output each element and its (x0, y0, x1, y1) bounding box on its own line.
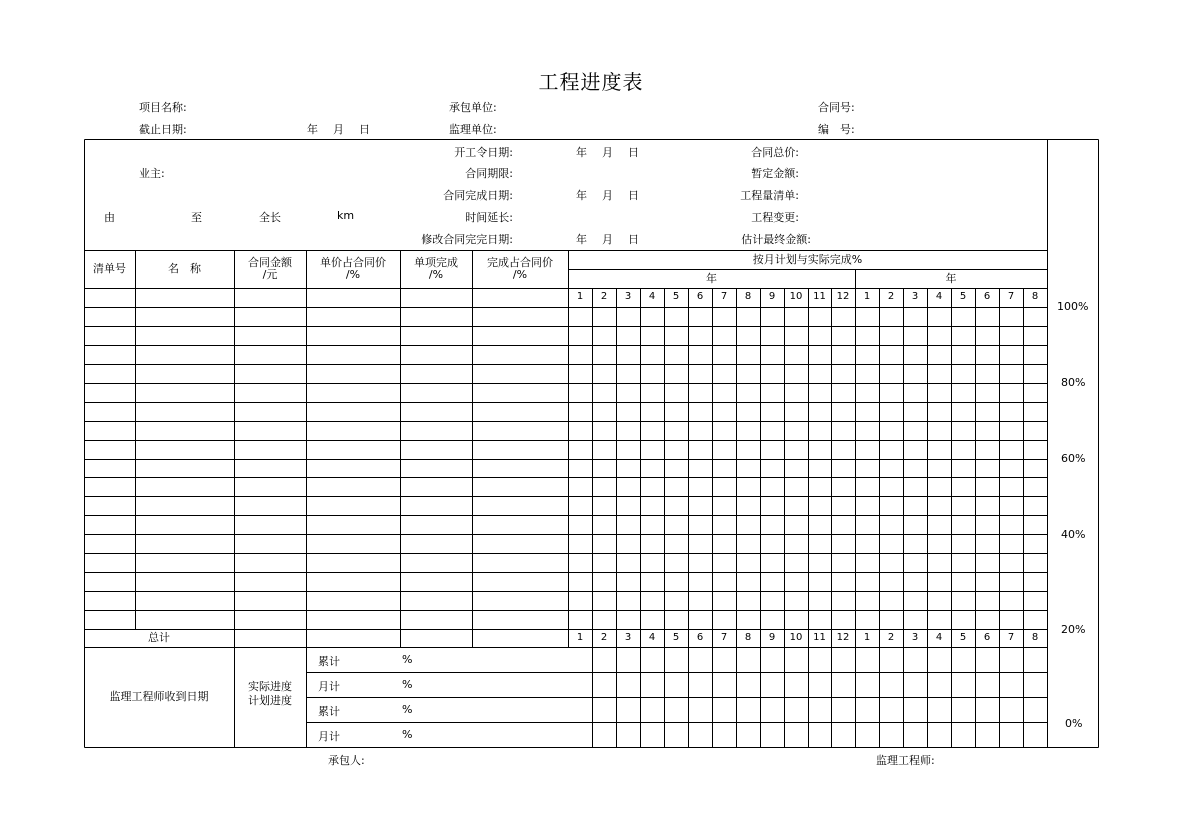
serial-no-label: 编 号: (818, 123, 855, 136)
year-label-2: 年 (945, 271, 957, 285)
contract-total-label: 合同总价: (751, 146, 799, 159)
col-header-item-no: 清单号 (93, 262, 126, 275)
month-number: 8 (1031, 632, 1039, 643)
km-unit: km (337, 209, 355, 222)
revised-year: 年 (576, 233, 587, 246)
month-number: 6 (983, 632, 991, 643)
sub-row-label: 月计 (318, 730, 340, 743)
col-header-completion-ratio: 完成占合同价 /% (487, 256, 553, 281)
month-number: 10 (789, 632, 803, 643)
month-number: 5 (959, 291, 967, 302)
month-number: 7 (720, 291, 728, 302)
contractor-unit-label: 承包单位: (449, 101, 497, 114)
variation-label: 工程变更: (751, 211, 799, 224)
plan-progress-label: 计划进度 (248, 694, 292, 707)
col-header-unit-price-ratio: 单价占合同价 /% (320, 256, 386, 281)
month-number: 12 (836, 291, 850, 302)
sub-row-unit: % (402, 728, 413, 741)
month-number: 6 (696, 632, 704, 643)
month-number: 3 (624, 291, 632, 302)
month-number: 12 (836, 632, 850, 643)
estimated-final-label: 估计最终金额: (741, 233, 811, 246)
month-number: 4 (648, 291, 656, 302)
month-number: 4 (935, 632, 943, 643)
completion-month: 月 (602, 189, 613, 202)
month-number: 9 (768, 632, 776, 643)
month-number: 11 (813, 291, 826, 302)
revised-completion-label: 修改合同完完日期: (421, 233, 513, 246)
completion-year: 年 (576, 189, 587, 202)
sub-row-unit: % (402, 703, 413, 716)
start-day: 日 (628, 146, 639, 159)
month-number: 1 (863, 291, 871, 302)
month-number: 5 (672, 291, 680, 302)
scale-80: 80% (1061, 376, 1086, 389)
month-number: 2 (600, 291, 608, 302)
cutoff-year: 年 (307, 123, 318, 136)
month-number: 5 (959, 632, 967, 643)
month-number: 7 (720, 632, 728, 643)
start-order-date-label: 开工令日期: (454, 146, 513, 159)
received-date-label: 监理工程师收到日期 (109, 690, 209, 703)
cutoff-month: 月 (333, 123, 344, 136)
page-title: 工程进度表 (538, 70, 644, 94)
sub-row-unit: % (402, 653, 413, 666)
month-number: 1 (576, 632, 584, 643)
cutoff-day: 日 (359, 123, 370, 136)
start-year: 年 (576, 146, 587, 159)
cutoff-date-label: 截止日期: (139, 123, 187, 136)
scale-60: 60% (1061, 452, 1086, 465)
revised-day: 日 (628, 233, 639, 246)
sub-row-unit: % (402, 678, 413, 691)
project-name-label: 项目名称: (139, 101, 187, 114)
time-extension-label: 时间延长: (465, 211, 513, 224)
scale-100: 100% (1057, 300, 1089, 313)
owner-label: 业主: (139, 167, 165, 180)
contract-period-label: 合同期限: (465, 167, 513, 180)
month-number: 9 (768, 291, 776, 302)
from-label: 由 (104, 211, 115, 224)
sub-row-label: 月计 (318, 680, 340, 693)
col-header-item-completion: 单项完成 /% (414, 256, 458, 281)
supervision-unit-label: 监理单位: (449, 123, 497, 136)
scale-0: 0% (1065, 717, 1083, 730)
month-number: 8 (744, 632, 752, 643)
sub-row-label: 累计 (318, 705, 340, 718)
month-number: 7 (1007, 291, 1015, 302)
revised-month: 月 (602, 233, 613, 246)
month-number: 2 (887, 291, 895, 302)
col-header-contract-amount: 合同金额 /元 (248, 256, 292, 281)
month-number: 7 (1007, 632, 1015, 643)
month-number: 6 (983, 291, 991, 302)
contract-no-label: 合同号: (818, 101, 855, 114)
actual-progress-label: 实际进度 (248, 680, 292, 693)
engineer-signature-label: 监理工程师: (876, 754, 935, 767)
month-number: 6 (696, 291, 704, 302)
provisional-sum-label: 暂定金额: (751, 167, 799, 180)
total-length-label: 全长 (259, 211, 281, 224)
month-number: 2 (600, 632, 608, 643)
month-number: 2 (887, 632, 895, 643)
scale-20: 20% (1061, 623, 1086, 636)
month-number: 4 (648, 632, 656, 643)
contract-completion-label: 合同完成日期: (443, 189, 513, 202)
month-number: 3 (911, 632, 919, 643)
month-number: 10 (789, 291, 803, 302)
monthly-header: 按月计划与实际完成% (752, 252, 863, 266)
month-number: 11 (813, 632, 826, 643)
month-number: 3 (624, 632, 632, 643)
month-number: 3 (911, 291, 919, 302)
col-header-name: 名 称 (168, 262, 201, 275)
start-month: 月 (602, 146, 613, 159)
month-number: 8 (1031, 291, 1039, 302)
month-number: 1 (863, 632, 871, 643)
completion-day: 日 (628, 189, 639, 202)
bill-of-quantities-label: 工程量清单: (740, 189, 799, 202)
to-label: 至 (191, 211, 202, 224)
sub-row-label: 累计 (318, 655, 340, 668)
month-number: 4 (935, 291, 943, 302)
month-number: 8 (744, 291, 752, 302)
scale-40: 40% (1061, 528, 1086, 541)
year-label-1: 年 (706, 271, 717, 285)
month-number: 1 (576, 291, 584, 302)
total-label: 总计 (148, 631, 170, 644)
contractor-signature-label: 承包人: (328, 754, 365, 767)
month-number: 5 (672, 632, 680, 643)
